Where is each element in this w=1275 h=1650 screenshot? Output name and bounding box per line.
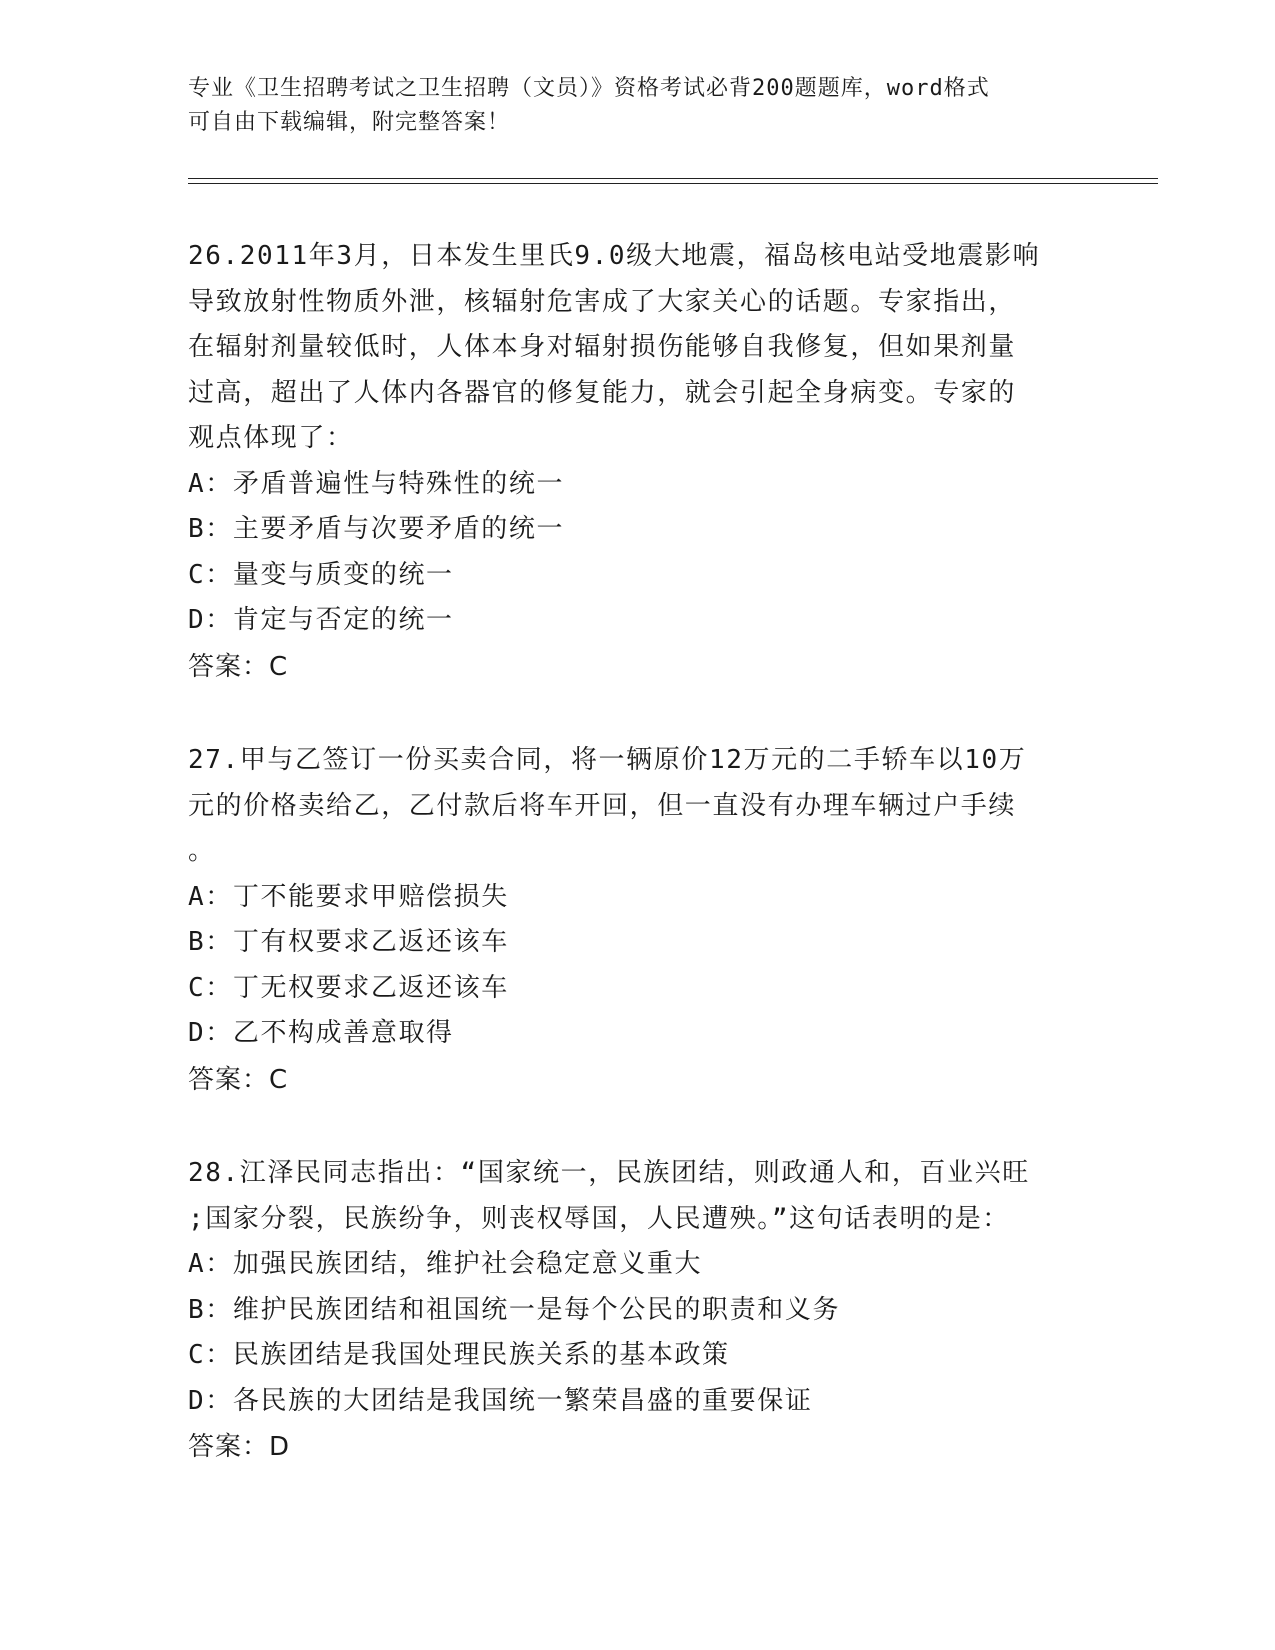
question-stem-line: 。 <box>188 836 216 866</box>
header-line-1: 专业《卫生招聘考试之卫生招聘（文员）》资格考试必背200题题库，word格式 <box>188 76 990 101</box>
question-stem-line: 观点体现了： <box>188 423 354 453</box>
option-d: D：肯定与否定的统一 <box>188 605 454 635</box>
question-stem-line: 28.江泽民同志指出：“国家统一，民族团结，则政通人和，百业兴旺 <box>188 1158 1030 1188</box>
option-b: B：丁有权要求乙返还该车 <box>188 927 509 957</box>
option-c: C：民族团结是我国处理民族关系的基本政策 <box>188 1340 730 1370</box>
question-stem-line: 27.甲与乙签订一份买卖合同，将一辆原价12万元的二手轿车以10万 <box>188 745 1027 775</box>
option-a: A：加强民族团结，维护社会稳定意义重大 <box>188 1249 703 1279</box>
header-line-2: 可自由下载编辑，附完整答案！ <box>188 110 511 135</box>
option-d: D：各民族的大团结是我国统一繁荣昌盛的重要保证 <box>188 1385 813 1416</box>
option-a: A：矛盾普遍性与特殊性的统一 <box>188 468 565 499</box>
answer-label: 答案：D <box>188 1432 291 1462</box>
option-d: D：乙不构成善意取得 <box>188 1018 454 1048</box>
question-stem-line: 导致放射性物质外泄，核辐射危害成了大家关心的话题。专家指出， <box>188 286 1017 317</box>
option-c: C：量变与质变的统一 <box>188 559 454 590</box>
option-b: B：维护民族团结和祖国统一是每个公民的职责和义务 <box>188 1294 841 1325</box>
question-stem-line: 在辐射剂量较低时，人体本身对辐射损伤能够自我修复，但如果剂量 <box>188 332 1017 362</box>
answer-label: 答案：C <box>188 651 289 682</box>
question-stem-line: 26.2011年3月，日本发生里氏9.0级大地震，福岛核电站受地震影响 <box>188 241 1041 271</box>
question-stem-line: ;国家分裂，民族纷争，则丧权辱国，人民遭殃。”这句话表明的是： <box>188 1203 1010 1234</box>
question-27 <box>188 738 1088 1103</box>
document-header <box>188 72 1088 140</box>
option-a: A：丁不能要求甲赔偿损失 <box>188 881 509 912</box>
question-26 <box>188 234 1088 690</box>
header-divider-bottom <box>188 183 1158 184</box>
question-stem-line: 元的价格卖给乙，乙付款后将车开回，但一直没有办理车辆过户手续 <box>188 790 1017 821</box>
header-divider-top <box>188 178 1158 179</box>
question-stem-line: 过高，超出了人体内各器官的修复能力，就会引起全身病变。专家的 <box>188 377 1017 408</box>
question-28 <box>188 1151 1088 1470</box>
option-b: B：主要矛盾与次要矛盾的统一 <box>188 514 565 544</box>
option-c: C：丁无权要求乙返还该车 <box>188 972 509 1003</box>
answer-label: 答案：C <box>188 1064 289 1095</box>
